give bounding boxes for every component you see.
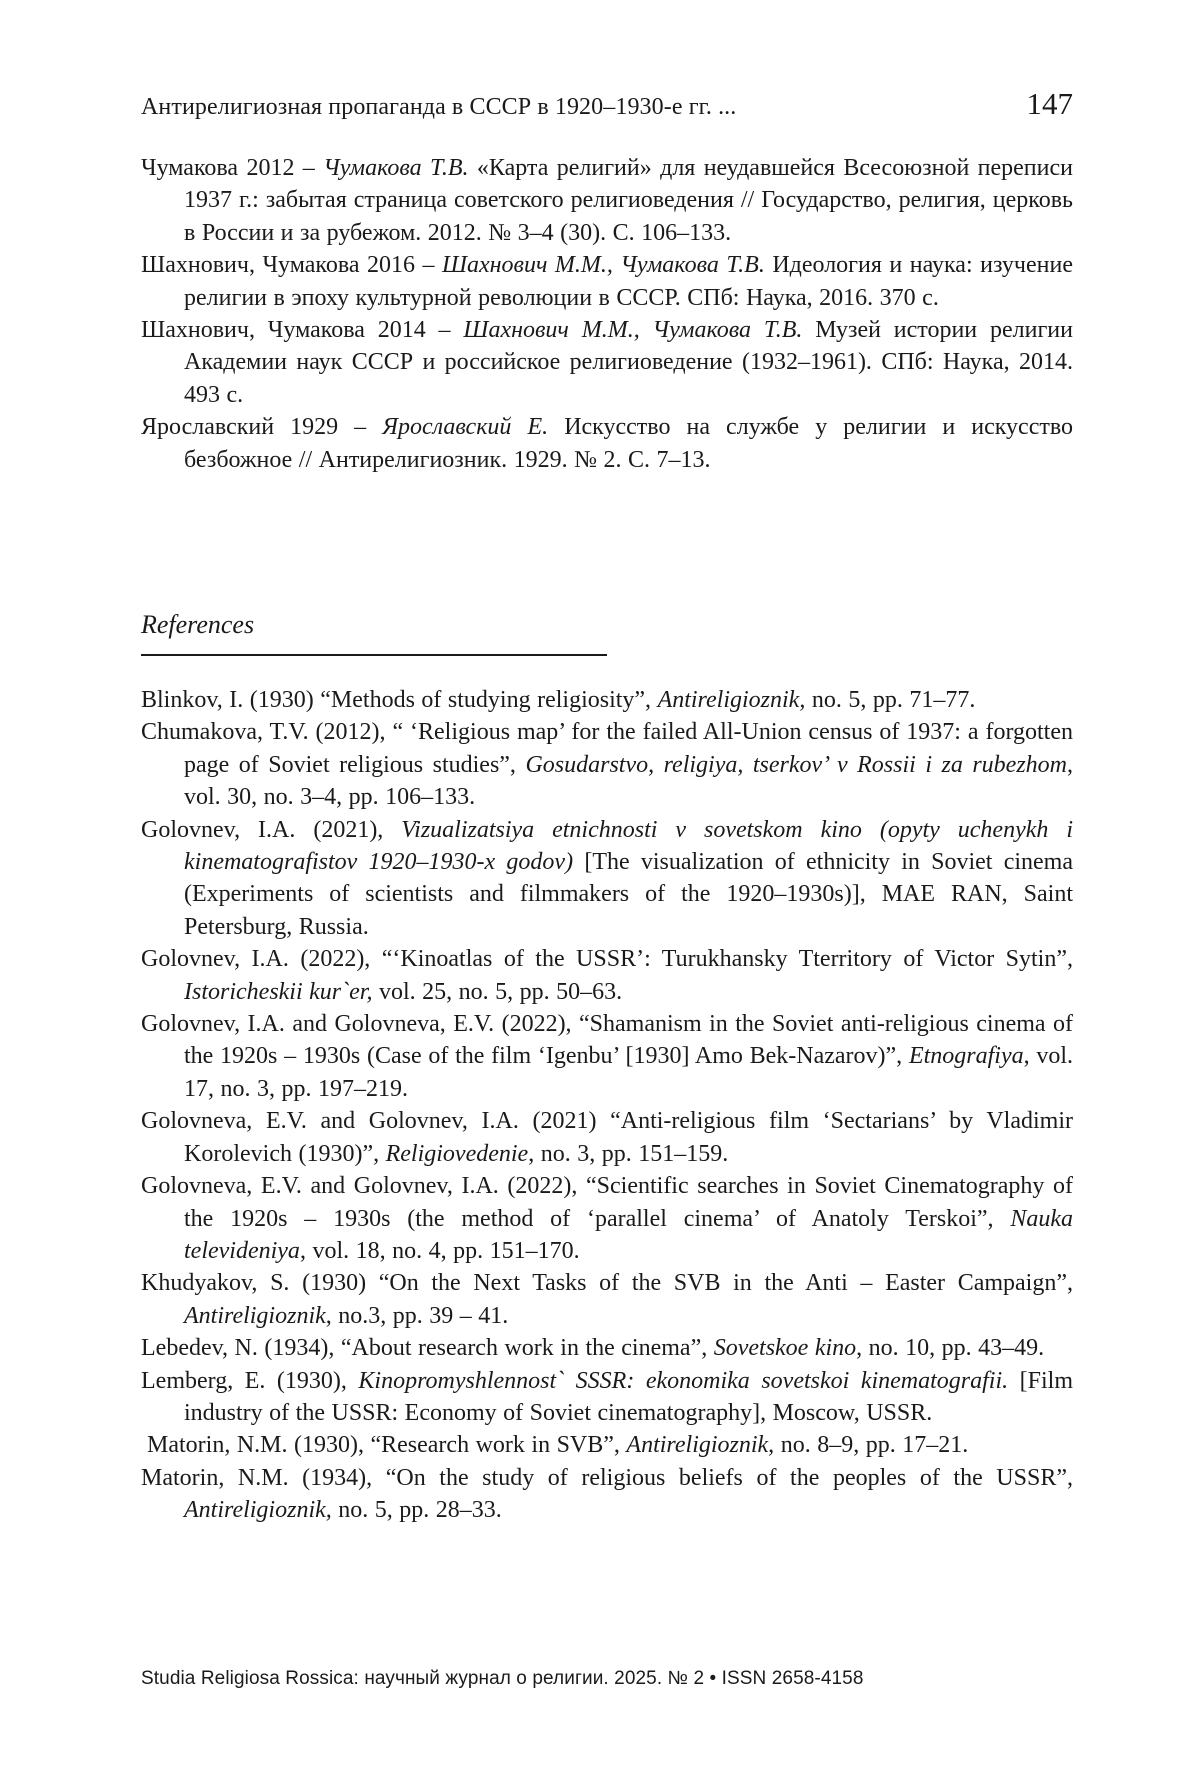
- russian-references: [141, 152, 1073, 476]
- en-reference-entry: Golovnev, I.A. and Golovneva, E.V. (2022), “Shamanism in the Soviet anti-religious cinema of the 1920s – 1930s (Case of the film ‘Igenbu’ [1930] Amo Bek-Nazarov)”, Etnografiya, vol. 17, no. 3, pp. 197–219.: [141, 1011, 1074, 1102]
- en-reference-entry: Matorin, N.M. (1930), “Research work in SVB”, Antireligioznik, no. 8–9, pp. 17–21.: [147, 1432, 969, 1459]
- en-reference-entry: Golovnev, I.A. (2022), “‘Kinoatlas of the USSR’: Turukhansky Tterritory of Victor Sytin”, Istoricheskii kur`er, vol. 25, no. 5, pp. 50–63.: [141, 946, 1073, 1005]
- en-reference-entry: Golovneva, E.V. and Golovnev, I.A. (2022), “Scientific searches in Soviet Cinematography of the 1920s – 1930s (the method of ‘parallel cinema’ of Anatoly Terskoi”, Nauka televideniya, vol. 18, no. 4, pp. 151–170.: [141, 1173, 1073, 1264]
- ru-reference-entry: Чумакова 2012 – Чумакова Т.В. «Карта религий» для неудавшейся Всесоюзной переписи 1937 г.: забытая страница советского религиоведения // Государство, религия, церковь в России и за рубежом. 2012. № 3–4 (30). С. 106–133.: [141, 155, 1073, 246]
- en-reference-entry: Blinkov, I. (1930) “Methods of studying religiosity”, Antireligioznik, no. 5, pp. 71–77.: [141, 687, 976, 713]
- en-reference-entry: Matorin, N.M. (1934), “On the study of religious beliefs of the peoples of the USSR”, Antireligioznik, no. 5, pp. 28–33.: [141, 1464, 1073, 1524]
- page-number: 147: [1026, 86, 1073, 121]
- running-title: Антирелигиозная пропаганда в СССР в 1920–1930-е гг. ...: [141, 94, 737, 120]
- en-reference-entry: Khudyakov, S. (1930) “On the Next Tasks of the SVB in the Anti – Easter Campaign”, Antireligioznik, no.3, pp. 39 – 41.: [141, 1270, 1073, 1329]
- en-reference-entry: Lemberg, E. (1930), Kinopromyshlennost` SSSR: ekonomika sovetskoi kinematografii. [Film industry of the USSR: Economy of Soviet cinematography], Moscow, USSR.: [141, 1367, 1074, 1426]
- en-reference-entry: Chumakova, T.V. (2012), “ ‘Religious map’ for the failed All-Union census of 1937: a forgotten page of Soviet religious studies”, Gosudarstvo, religiya, tserkov’ v Rossii i za rubezhom, vol. 30, no. 3–4, pp. 106–133.: [141, 719, 1073, 811]
- en-reference-entry: Golovneva, E.V. and Golovnev, I.A. (2021) “Anti-religious film ‘Sectarians’ by Vladimir Korolevich (1930)”, Religiovedenie, no. 3, pp. 151–159.: [141, 1108, 1073, 1167]
- ru-reference-entry: Шахнович, Чумакова 2016 – Шахнович М.М., Чумакова Т.В. Идеология и наука: изучение религии в эпоху культурной революции в СССР. СПб: Наука, 2016. 370 с.: [141, 252, 1073, 311]
- english-references: [141, 684, 1073, 1527]
- page-header: [141, 82, 1073, 126]
- ru-reference-entry: Ярославский 1929 – Ярославский Е. Искусство на службе у религии и искусство безбожное // Антирелигиозник. 1929. № 2. С. 7–13.: [141, 414, 1074, 473]
- ru-reference-entry: Шахнович, Чумакова 2014 – Шахнович М.М., Чумакова Т.В. Музей истории религии Академии наук СССР и российское религиоведение (1932–1961). СПб: Наука, 2014. 493 с.: [141, 317, 1073, 408]
- journal-footer: Studia Religiosa Rossica: научный журнал о религии. 2025. № 2 • ISSN 2658-4158: [141, 1668, 864, 1689]
- en-reference-entry: Golovnev, I.A. (2021), Vizualizatsiya etnichnosti v sovetskom kino (opyty uchenykh i kinematografistov 1920–1930-x godov) [The visualization of ethnicity in Soviet cinema (Experiments of scientists and filmmakers of the 1920–1930s)], MAE RAN, Saint Petersburg, Russia.: [141, 816, 1073, 940]
- references-heading: References: [141, 610, 255, 639]
- heading-underline: [141, 654, 607, 656]
- en-reference-entry: Lebedev, N. (1934), “About research work in the cinema”, Sovetskoe kino, no. 10, pp. 43–49.: [141, 1335, 1045, 1362]
